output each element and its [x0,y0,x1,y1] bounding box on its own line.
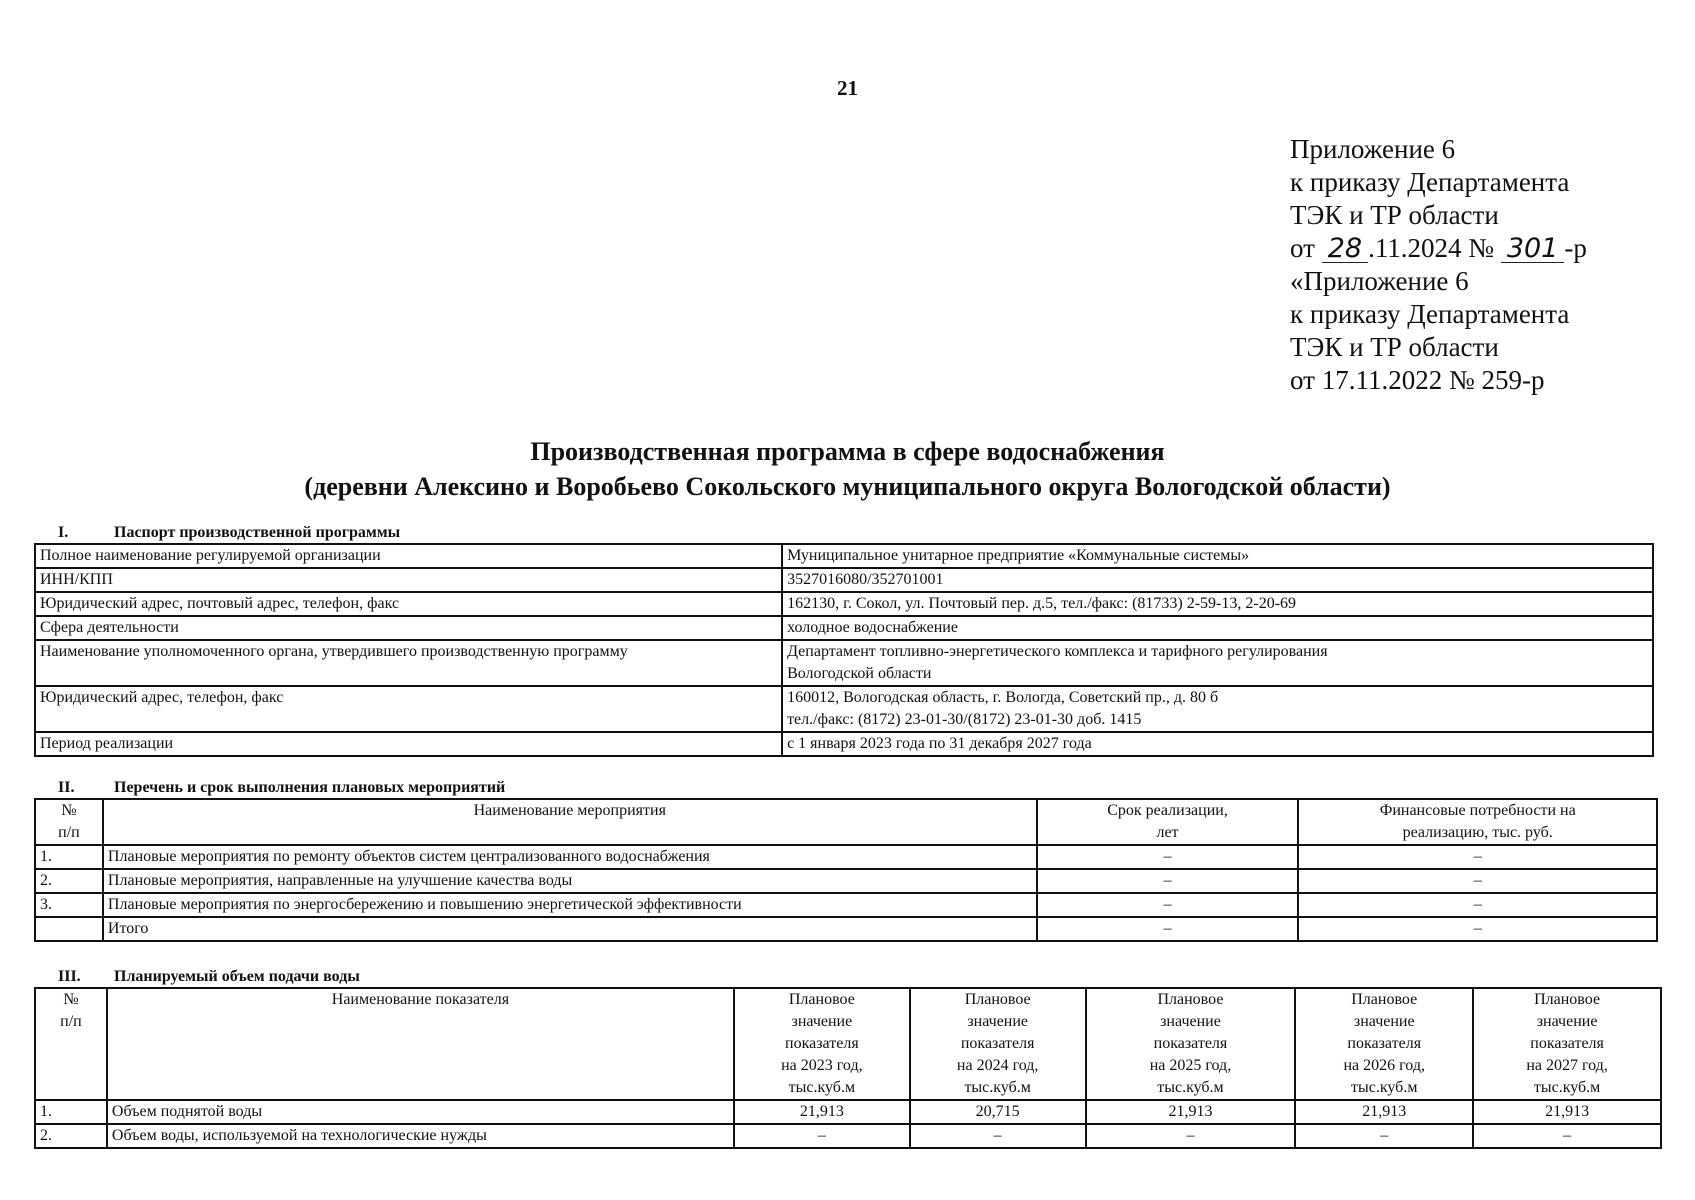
title-subline: (деревни Алексино и Воробьево Сокольского муниципального округа Вологодской области) [304,472,1391,501]
table-row [35,917,1657,941]
section-number: I. [58,524,69,541]
header-line: Срок реализации, [1107,802,1228,819]
section-title: Перечень и срок выполнения плановых мероприятий [114,779,506,796]
appendix-block [1290,133,1587,397]
header-line: тыс.куб.м [964,1079,1031,1096]
header-line: значение [967,1013,1029,1030]
row-number: 1. [35,1100,107,1124]
passport-label: Юридический адрес, телефон, факс [35,686,782,732]
value-line: тел./факс: (8172) 23-01-30/(8172) 23-01-30 доб. 1415 [787,711,1142,728]
table-header-row [35,799,1657,845]
handwritten-day: 28 [1322,236,1368,263]
section-2-heading [58,779,505,797]
header-line: тыс.куб.м [1533,1079,1601,1096]
measure-finance: – [1298,893,1657,917]
row-number: 1. [35,845,103,869]
header-line: п/п [58,824,80,841]
section-3-heading [58,968,360,986]
header-line: значение [791,1013,853,1030]
table-row [35,732,1653,756]
title-line: Производственная программа в сфере водоснабжения [530,437,1165,466]
column-header [35,988,107,1100]
passport-value [782,640,1653,686]
appendix-order-line [1290,232,1587,265]
order-date-rest: .11.2024 № [1368,233,1495,263]
header-line: значение [1536,1013,1598,1030]
appendix-line: Приложение 6 [1290,134,1456,164]
header-line: тыс.куб.м [1157,1079,1224,1096]
appendix-line: к приказу Департамента [1290,167,1570,197]
indicator-value: – [910,1124,1086,1148]
column-header: Наименование показателя [107,988,734,1100]
indicator-value: 21,913 [734,1100,910,1124]
indicator-value: – [1086,1124,1296,1148]
passport-label: Наименование уполномоченного органа, утвердившего производственную программу [35,640,782,686]
measure-name: Плановые мероприятия по ремонту объектов систем централизованного водоснабжения [103,845,1037,869]
measure-term: – [1037,869,1299,893]
order-number-suffix: -р [1564,233,1587,263]
year-column-header [910,988,1086,1100]
section-number: II. [58,779,75,796]
passport-label: Период реализации [35,732,782,756]
year-column-header [734,988,910,1100]
indicator-value: 21,913 [1473,1100,1661,1124]
column-header: Наименование мероприятия [103,799,1037,845]
measure-finance: – [1298,845,1657,869]
section-title: Паспорт производственной программы [114,524,401,541]
passport-value: с 1 января 2023 года по 31 декабря 2027 года [782,732,1653,756]
passport-label: Полное наименование регулируемой организации [35,544,782,568]
measure-name: Плановые мероприятия по энергосбережению и повышению энергетической эффективности [103,893,1037,917]
indicator-value: – [1295,1124,1473,1148]
measure-finance: – [1298,917,1657,941]
appendix-line: ТЭК и ТР области [1290,332,1499,362]
measure-term: – [1037,893,1299,917]
row-number [35,917,103,941]
passport-value [782,686,1653,732]
year-column-header [1295,988,1473,1100]
header-line: реализацию, тыс. руб. [1402,824,1553,841]
header-line: лет [1156,824,1179,841]
header-line: Финансовые потребности на [1379,802,1576,819]
handwritten-number: 301 [1501,236,1565,263]
passport-value: 162130, г. Сокол, ул. Почтовый пер. д.5, тел./факс: (81733) 2-59-13, 2-20-69 [782,592,1653,616]
document-title [0,434,1695,504]
table-row [35,616,1653,640]
header-line: на 2026 год, [1343,1057,1425,1074]
passport-value: Муниципальное унитарное предприятие «Коммунальные системы» [782,544,1653,568]
column-header [1037,799,1299,845]
indicator-value: – [1473,1124,1661,1148]
row-number: 3. [35,893,103,917]
header-line: Плановое [1534,991,1601,1008]
water-volume-table [34,987,1662,1149]
header-line: значение [1353,1013,1415,1030]
header-line: Плановое [1351,991,1418,1008]
value-line: Департамент топливно-энергетического комплекса и тарифного регулирования [787,643,1328,660]
header-line: Плановое [964,991,1031,1008]
table-row [35,592,1653,616]
header-line: № [63,991,79,1008]
table-header-row [35,988,1661,1100]
year-column-header [1086,988,1296,1100]
measure-finance: – [1298,869,1657,893]
section-1-heading [58,524,400,542]
order-date-prefix: от [1290,233,1315,263]
column-header [1298,799,1657,845]
section-title: Планируемый объем подачи воды [114,968,360,985]
header-line: Плановое [788,991,855,1008]
header-line: на 2024 год, [956,1057,1039,1074]
row-number: 2. [35,1124,107,1148]
table-row [35,686,1653,732]
table-row [35,893,1657,917]
measures-table [34,798,1658,942]
passport-value: холодное водоснабжение [782,616,1653,640]
appendix-line: «Приложение 6 [1290,266,1469,296]
indicator-value: 20,715 [910,1100,1086,1124]
measure-term: – [1037,917,1299,941]
measure-name: Итого [103,917,1037,941]
value-line: Вологодской области [787,665,932,682]
header-line: Плановое [1157,991,1224,1008]
section-number: III. [58,968,81,985]
appendix-line: от 17.11.2022 № 259-р [1290,365,1545,395]
header-line: значение [1160,1013,1221,1030]
header-line: показателя [785,1035,859,1052]
passport-value: 3527016080/352701001 [782,568,1653,592]
appendix-line: к приказу Департамента [1290,299,1570,329]
year-column-header [1473,988,1661,1100]
header-line: п/п [60,1013,82,1030]
row-number: 2. [35,869,103,893]
table-row [35,1100,1661,1124]
table-row [35,869,1657,893]
header-line: показателя [1530,1035,1604,1052]
header-line: № [61,802,77,819]
measure-name: Плановые мероприятия, направленные на улучшение качества воды [103,869,1037,893]
header-line: на 2023 год, [781,1057,863,1074]
header-line: показателя [1347,1035,1422,1052]
passport-label: ИНН/КПП [35,568,782,592]
measure-term: – [1037,845,1299,869]
indicator-value: 21,913 [1295,1100,1473,1124]
column-header [35,799,103,845]
table-row [35,845,1657,869]
indicator-value: – [734,1124,910,1148]
value-line: 160012, Вологодская область, г. Вологда, Советский пр., д. 80 б [787,689,1219,706]
appendix-line: ТЭК и ТР области [1290,200,1499,230]
indicator-name: Объем поднятой воды [107,1100,734,1124]
passport-label: Юридический адрес, почтовый адрес, телефон, факс [35,592,782,616]
indicator-name: Объем воды, используемой на технологические нужды [107,1124,734,1148]
header-line: тыс.куб.м [1351,1079,1418,1096]
passport-table [34,543,1654,757]
page-number: 21 [837,76,858,100]
table-row [35,1124,1661,1148]
header-line: показателя [960,1035,1035,1052]
table-row [35,544,1653,568]
passport-label: Сфера деятельности [35,616,782,640]
table-row [35,568,1653,592]
header-line: на 2025 год, [1149,1057,1232,1074]
header-line: на 2027 год, [1526,1057,1608,1074]
header-line: показателя [1153,1035,1228,1052]
indicator-value: 21,913 [1086,1100,1296,1124]
header-line: тыс.куб.м [788,1079,856,1096]
table-row [35,640,1653,686]
